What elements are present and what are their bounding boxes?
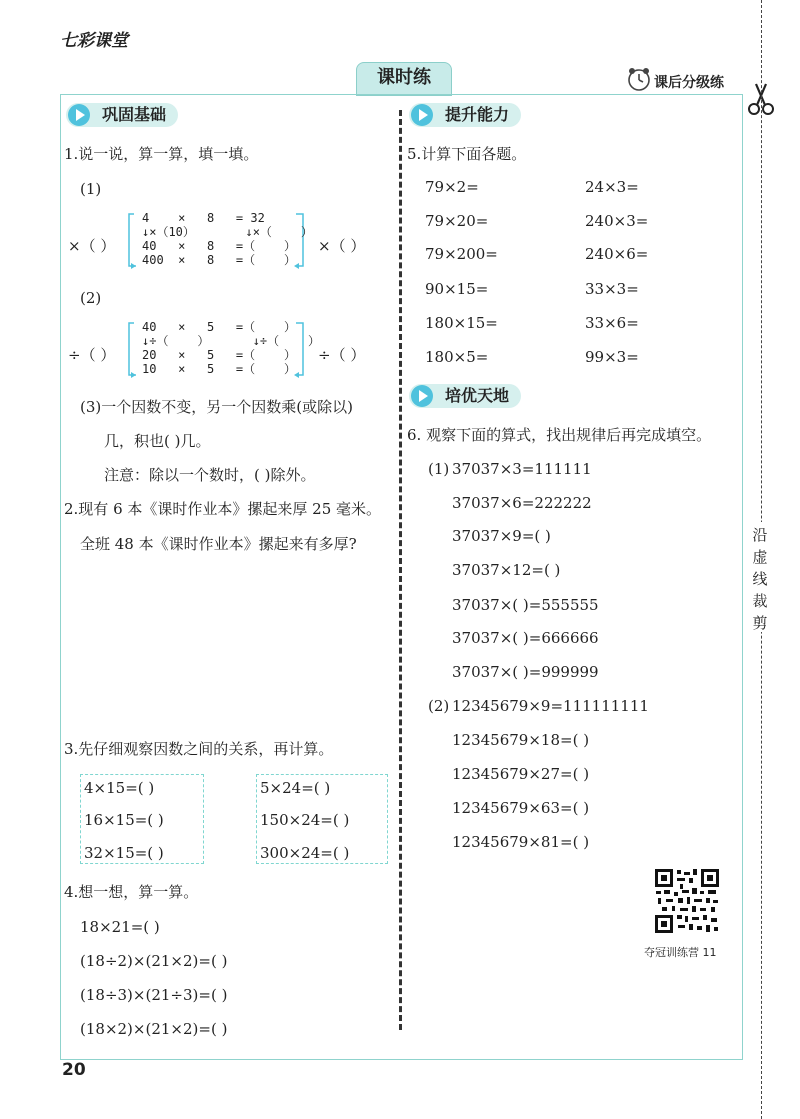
column-divider	[399, 110, 402, 1030]
play-icon	[411, 385, 433, 407]
q1-p2-right-op: ÷（ ）	[318, 346, 366, 364]
q3-box2-item: 5×24=( )	[260, 779, 331, 797]
q5-col1-item: 79×20=	[425, 212, 489, 230]
q6-p1-item: 37037×12=( )	[452, 561, 561, 579]
q1-part3-line2: 几，积也( )几。	[104, 432, 211, 450]
q6-p2-item: 12345679×63=( )	[452, 799, 590, 817]
q6-part1-label: (1)	[428, 460, 450, 478]
qr-caption: 夺冠训练营 11	[644, 946, 717, 959]
q4-item: (18÷2)×(21×2)=( )	[80, 952, 228, 970]
q6-p1-item: 37037×( )=999999	[452, 663, 599, 681]
q6-part2-label: (2)	[428, 697, 450, 715]
q1-p2-rows: 40 × 5 =（ ） ↓÷（ ） ↓÷（ ） 20 × 5 =（ ） 10 × 5 =（ ）	[142, 320, 321, 376]
q4-title: 4.想一想，算一算。	[64, 883, 199, 901]
q5-col1-item: 90×15=	[425, 280, 489, 298]
section-header-basics: 巩固基础	[66, 103, 178, 127]
section-header-improve: 提升能力	[409, 103, 521, 127]
q5-col1-item: 79×200=	[425, 245, 498, 263]
q1-p1-right-op: ×（ ）	[318, 237, 366, 255]
q3-box1-item: 32×15=( )	[84, 844, 164, 862]
q1-part2-label: (2)	[80, 289, 102, 307]
q5-col1-item: 180×15=	[425, 314, 498, 332]
q6-p1-item: 37037×9=( )	[452, 527, 551, 545]
q1-p2-left-op: ÷（ ）	[68, 346, 116, 364]
q6-p1-item: 37037×3=111111	[452, 460, 592, 478]
q2-line2: 全班 48 本《课时作业本》摞起来有多厚?	[80, 535, 357, 553]
q6-p2-item: 12345679×18=( )	[452, 731, 590, 749]
q3-box1-item: 4×15=( )	[84, 779, 155, 797]
q3-box1-item: 16×15=( )	[84, 811, 164, 829]
qr-code-icon	[654, 868, 720, 934]
q4-item: 18×21=( )	[80, 918, 160, 936]
q5-col1-item: 180×5=	[425, 348, 489, 366]
page-number: 20	[62, 1060, 86, 1080]
clock-icon	[626, 66, 652, 92]
q2-line1: 2.现有 6 本《课时作业本》摞起来厚 25 毫米。	[64, 500, 382, 518]
q1-part3-note: 注意：除以一个数时，( )除外。	[104, 466, 316, 484]
play-icon	[411, 104, 433, 126]
q4-item: (18×2)×(21×2)=( )	[80, 1020, 228, 1038]
q6-title: 6. 观察下面的算式，找出规律后再完成填空。	[407, 426, 712, 444]
cut-instruction: 沿 虚 线 裁 剪	[752, 526, 768, 632]
q3-box2-item: 300×24=( )	[260, 844, 350, 862]
q5-col2-item: 33×3=	[585, 280, 639, 298]
q6-p2-item: 12345679×9=111111111	[452, 697, 649, 715]
q5-col2-item: 24×3=	[585, 178, 639, 196]
brand-logo: 七彩课堂	[60, 31, 128, 51]
q6-p2-item: 12345679×81=( )	[452, 833, 590, 851]
q1-part3-line1: (3)一个因数不变，另一个因数乘(或除以)	[80, 398, 353, 416]
q5-title: 5.计算下面各题。	[407, 145, 527, 163]
q5-col2-item: 240×3=	[585, 212, 649, 230]
q5-col2-item: 33×6=	[585, 314, 639, 332]
q1-p1-left-op: ×（ ）	[68, 237, 116, 255]
q6-p1-item: 37037×6=222222	[452, 494, 592, 512]
page-title: 课时练	[356, 62, 452, 96]
q3-box2-item: 150×24=( )	[260, 811, 350, 829]
q4-item: (18÷3)×(21÷3)=( )	[80, 986, 228, 1004]
q1-title: 1.说一说，算一算，填一填。	[64, 145, 259, 163]
play-icon	[68, 104, 90, 126]
practice-tag: 课后分级练	[654, 75, 724, 91]
q6-p1-item: 37037×( )=555555	[452, 596, 599, 614]
q6-p1-item: 37037×( )=666666	[452, 629, 599, 647]
q3-title: 3.先仔细观察因数之间的关系，再计算。	[64, 740, 334, 758]
q5-col2-item: 240×6=	[585, 245, 649, 263]
q5-col1-item: 79×2=	[425, 178, 479, 196]
q6-p2-item: 12345679×27=( )	[452, 765, 590, 783]
section-header-excellence: 培优天地	[409, 384, 521, 408]
q1-p1-rows: 4 × 8 = 32 ↓×（10） ↓×（ ） 40 × 8 =（ ） 400 × 8 =（ ）	[142, 211, 313, 267]
q1-part1-label: (1)	[80, 180, 102, 198]
q5-col2-item: 99×3=	[585, 348, 639, 366]
